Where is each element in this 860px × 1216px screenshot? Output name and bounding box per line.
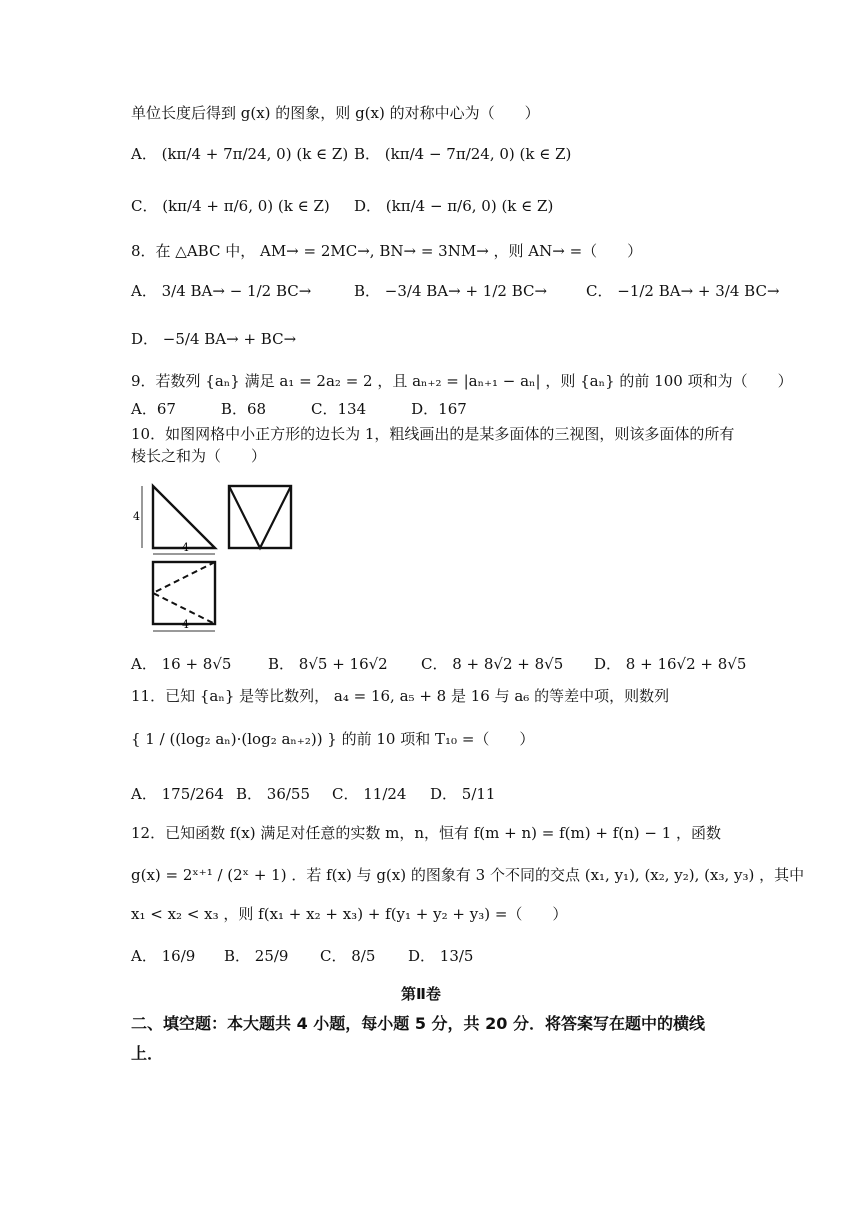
- part-two-instructions-cont: 上．: [131, 1044, 164, 1063]
- front-width-label: 4: [182, 541, 189, 554]
- q7-option-d: D． (kπ/4 − π/6, 0) (k ∈ Z): [354, 197, 554, 215]
- part-two-instructions: 二、填空题：本大题共 4 小题，每小题 5 分，共 20 分．将答案写在题中的横线: [131, 1014, 705, 1033]
- q9-options: A．67 B．68 C．134 D．167: [131, 400, 467, 418]
- q12-stem: 12．已知函数 f(x) 满足对任意的实数 m，n，恒有 f(m + n) = f(m) + f(n) − 1 ，函数: [131, 824, 722, 842]
- q7-option-a: A． (kπ/4 + 7π/24, 0) (k ∈ Z): [131, 145, 349, 163]
- q12-stem-cont: g(x) = 2ˣ⁺¹ / (2ˣ + 1) ．若 f(x) 与 g(x) 的图象有 3 个不同的交点 (x₁, y₁), (x₂, y₂), (x₃, y₃) ，其中: [131, 866, 805, 884]
- q12-stem-cont2: x₁ < x₂ < x₃ ，则 f(x₁ + x₂ + x₃) + f(y₁ + y₂ + y₃) =（ ）: [131, 905, 568, 923]
- top-width-label: 4: [182, 618, 189, 631]
- section-heading: 第Ⅱ卷: [401, 985, 441, 1003]
- q9-stem: 9．若数列 {aₙ} 满足 a₁ = 2a₂ = 2 ，且 aₙ₊₂ = |aₙ₊₁ − aₙ| ，则 {aₙ} 的前 100 项和为（ ）: [131, 372, 793, 390]
- q11-option-a: A． 175/264: [131, 785, 224, 803]
- q11-option-d: D． 5/11: [430, 785, 496, 803]
- q10-stem-cont: 棱长之和为（ ）: [131, 447, 267, 465]
- front-view: [133, 486, 215, 554]
- q10-stem: 10．如图网格中小正方形的边长为 1，粗线画出的是某多面体的三视图，则该多面体的所有: [131, 425, 735, 443]
- side-view: [229, 486, 291, 548]
- q8-option-b: B． −3/4 BA→ + 1/2 BC→: [354, 282, 548, 300]
- q10-option-d: D． 8 + 16√2 + 8√5: [594, 655, 747, 673]
- q7-option-b: B． (kπ/4 − 7π/24, 0) (k ∈ Z): [354, 145, 572, 163]
- front-height-label: 4: [133, 510, 140, 523]
- three-view-figure: [130, 478, 300, 638]
- q12-option-d: D． 13/5: [408, 947, 474, 965]
- q10-option-a: A． 16 + 8√5: [131, 655, 232, 673]
- q11-stem: 11．已知 {aₙ} 是等比数列， a₄ = 16, a₅ + 8 是 16 与 a₆ 的等差中项，则数列: [131, 687, 670, 705]
- q8-stem: 8．在 △ABC 中， AM→ = 2MC→, BN→ = 3NM→ ，则 AN→ =（ ）: [131, 242, 643, 260]
- q11-stem-cont: { 1 / ((log₂ aₙ)·(log₂ aₙ₊₂)) } 的前 10 项和 T₁₀ =（ ）: [131, 730, 535, 748]
- q12-option-a: A． 16/9: [131, 947, 196, 965]
- q10-option-c: C． 8 + 8√2 + 8√5: [421, 655, 564, 673]
- q11-option-c: C． 11/24: [332, 785, 407, 803]
- top-view: [153, 562, 215, 631]
- q7-option-c: C． (kπ/4 + π/6, 0) (k ∈ Z): [131, 197, 330, 215]
- q8-option-d: D． −5/4 BA→ + BC→: [131, 330, 297, 348]
- q12-option-c: C． 8/5: [320, 947, 376, 965]
- q7-stem-cont: 单位长度后得到 g(x) 的图象，则 g(x) 的对称中心为（ ）: [131, 104, 540, 122]
- q10-option-b: B． 8√5 + 16√2: [268, 655, 388, 673]
- q8-option-a: A． 3/4 BA→ − 1/2 BC→: [131, 282, 312, 300]
- q12-option-b: B． 25/9: [224, 947, 289, 965]
- q11-option-b: B． 36/55: [236, 785, 311, 803]
- q8-option-c: C． −1/2 BA→ + 3/4 BC→: [586, 282, 780, 300]
